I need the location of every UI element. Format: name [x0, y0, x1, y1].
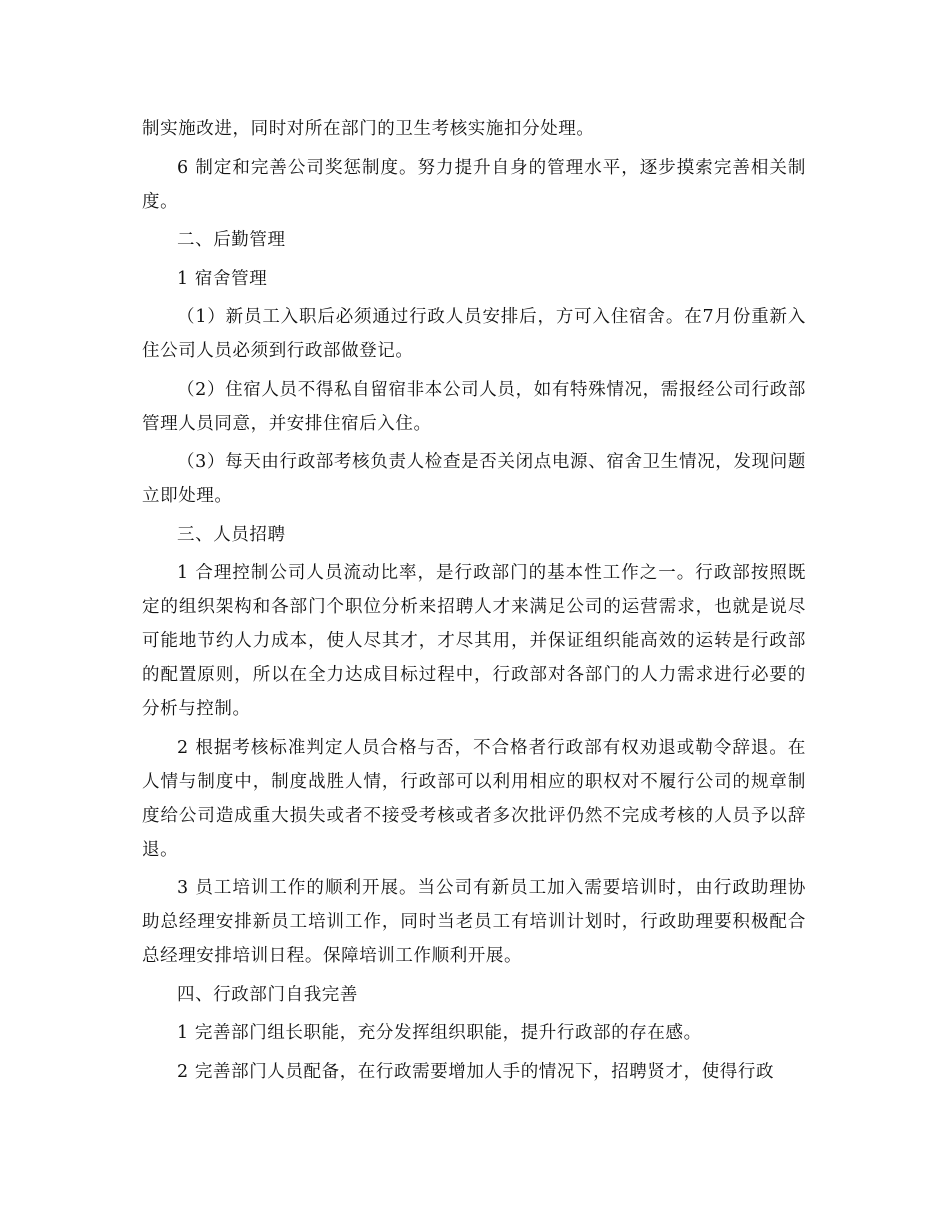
paragraph-dorm-rule-2: （2）住宿人员不得私自留宿非本公司人员，如有特殊情况，需报经公司行政部管理人员同意，并安排住宿后入住。	[142, 379, 806, 434]
subheading-dormitory: 1 宿舍管理	[177, 268, 268, 289]
section-heading-logistics: 二、后勤管理	[177, 230, 286, 250]
paragraph-item-6: 6 制定和完善公司奖惩制度。努力提升自身的管理水平，逐步摸索完善相关制度。	[142, 157, 806, 212]
paragraph-improvement-2: 2 完善部门人员配备，在行政需要增加人手的情况下，招聘贤才，使得行政	[177, 1061, 775, 1082]
paragraph-recruitment-1: 1 合理控制公司人员流动比率，是行政部门的基本性工作之一。行政部按照既定的组织架构和各部门个职位分析来招聘人才来满足公司的运营需求，也就是说尽可能地节约人力成本，使人尽其才，才尽其用，并保证组织能高效的运转是行政部的配置原则，所以在全力达成目标过程中，行政部对各部门的人力需求进行必要的分析与控制。	[142, 563, 806, 719]
paragraph-continuation: 制实施改进，同时对所在部门的卫生考核实施扣分处理。	[142, 119, 595, 139]
paragraph-dorm-rule-1: （1）新员工入职后必须通过行政人员安排后，方可入住宿舍。在7月份重新入住公司人员必须到行政部做登记。	[142, 307, 806, 361]
document-body	[142, 112, 806, 1093]
paragraph-recruitment-3: 3 员工培训工作的顺利开展。当公司有新员工加入需要培训时，由行政助理协助总经理安排新员工培训工作，同时当老员工有培训计划时，行政助理要积极配合总经理安排培训日程。保障培训工作顺利开展。	[142, 878, 806, 966]
paragraph-dorm-rule-3: （3）每天由行政部考核负责人检查是否关闭点电源、宿舍卫生情况，发现问题立即处理。	[142, 452, 806, 506]
section-heading-self-improvement: 四、行政部门自我完善	[177, 984, 358, 1005]
paragraph-recruitment-2: 2 根据考核标准判定人员合格与否，不合格者行政部有权劝退或勒令辞退。在人情与制度中，制度战胜人情，行政部可以利用相应的职权对不履行公司的规章制度给公司造成重大损失或者不接受考核或者多次批评仍然不完成考核的人员予以辞退。	[142, 737, 806, 860]
section-heading-recruitment: 三、人员招聘	[177, 524, 286, 545]
paragraph-improvement-1: 1 完善部门组长职能，充分发挥组织职能，提升行政部的存在感。	[177, 1023, 702, 1043]
